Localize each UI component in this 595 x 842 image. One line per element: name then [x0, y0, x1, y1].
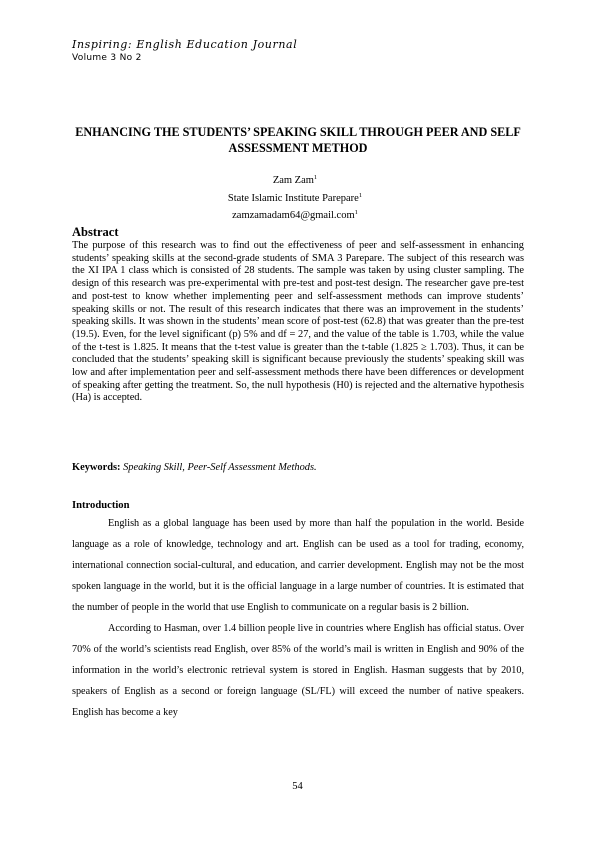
keywords-text: Speaking Skill, Peer-Self Assessment Methods.: [123, 462, 317, 473]
author-affiliation: State Islamic Institute Parepare: [227, 192, 359, 204]
author-name: Zam Zam: [272, 175, 314, 186]
abstract-heading: Abstract: [72, 225, 119, 239]
introduction-heading: Introduction: [72, 500, 130, 511]
introduction-paragraph: English as a global language has been used by more than half the population in the world. Beside language as a role of knowledge, technology and art. English can be used as a tool for trading, economy, international connection social-cultural, and education, and carrier development. English may not be the most spoken language in the world, but it is the official language in a large number of countries. It is estimated that the number of people in the world that use English to communicate on a regular basis is 2 billion.: [72, 518, 524, 613]
introduction-body: [72, 513, 524, 723]
email-sup: 1: [354, 209, 358, 216]
author-email: zamzamadam64@gmail.com: [232, 210, 355, 221]
email-line: [130, 206, 460, 224]
keywords-label: Keywords:: [72, 462, 121, 473]
author-block: [130, 171, 460, 224]
journal-volume: Volume 3 No 2: [72, 53, 142, 63]
author-sup: 1: [313, 174, 318, 181]
affiliation-sup: 1: [358, 191, 363, 199]
abstract-text: The purpose of this research was to find out the effectiveness of peer and self-assessment in enhancing students’ speaking skills at the second-grade students of SMA 3 Parepare. The subject of this research was the XI IPA 1 class which is consisted of 28 students. The sample was taken by using cluster sampling. The design of this research was pre-experimental with pre-test and post-test design. The researcher gave pre-test and post-test to know whether implementing peer and self-assessment methods can improve students’ speaking skills or not. The result of this research indicates that there was an improvement in the students’ speaking skills. It was shown in the students’ mean score of post-test (62.8) that was greater than the pre-test (19.5). Even, for the level significant (p) 5% and df = 27, and the value of the table is 1.703, while the value of the t-test is 1.825. It means that the t-test value is greater than the t-table (1.825 ≥ 1.703). Thus, it can be concluded that the students’ speaking skill is significant because previously the students’ speaking skill was low and after implementation peer and self-assessment methods there have been differences or development of speaking after getting the treatment. So, the null hypothesis (H0) is rejected and the alternative hypothesis (Ha) is accepted.: [72, 240, 524, 404]
page-number: 54: [292, 781, 303, 792]
paper-title: ENHANCING THE STUDENTS’ SPEAKING SKILL THROUGH PEER AND SELF ASSESSMENT METHOD: [75, 125, 521, 155]
author-line: [130, 171, 460, 189]
introduction-paragraph: According to Hasman, over 1.4 billion people live in countries where English has official status. Over 70% of the world’s scientists read English, over 85% of the world’s mail is written in English and 90% of the information in the world’s electronic retrieval system is stored in English. Hasman suggests that by 2010, speakers of English as a second or foreign language (SL/FL) will exceed the number of native speakers. English has become a key: [72, 623, 524, 718]
journal-name: Inspiring: English Education Journal: [72, 38, 298, 51]
affiliation-line: [130, 189, 460, 207]
keywords-line: [72, 461, 524, 474]
